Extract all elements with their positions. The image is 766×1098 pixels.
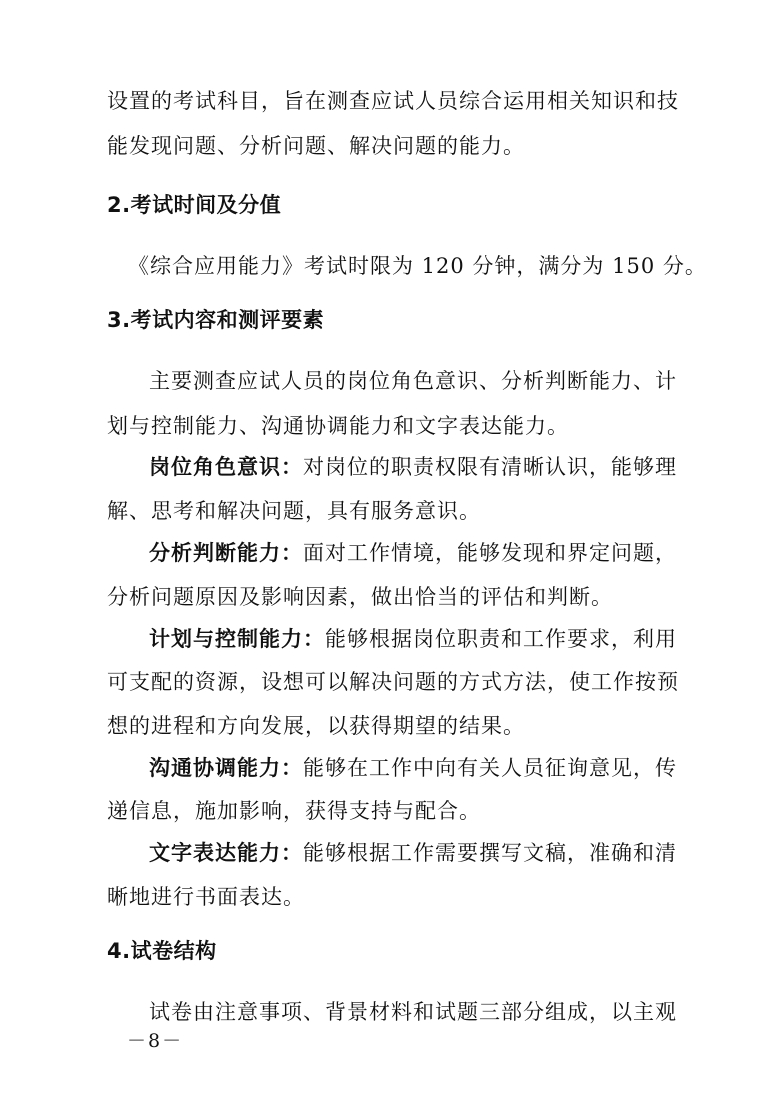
paragraph-exam-time: 《综合应用能力》考试时限为 120 分钟，满分为 150 分。 [128,254,707,278]
term-description: 能够根据岗位职责和工作要求，利用 [325,627,677,651]
section-heading-2: 2.考试时间及分值 [107,193,282,217]
term-label: 沟通协调能力： [149,756,303,780]
paragraph-line: 递信息，施加影响，获得支持与配合。 [107,799,481,823]
term-description: 面对工作情境，能够发现和界定问题， [303,541,677,565]
paragraph-line: 能发现问题、分析问题、解决问题的能力。 [107,134,525,158]
term-description: 能够在工作中向有关人员征询意见，传 [303,756,677,780]
paragraph-line [149,538,677,568]
term-description: 对岗位的职责权限有清晰认识，能够理 [303,455,677,479]
section-heading-3: 3.考试内容和测评要素 [107,308,325,332]
term-label: 文字表达能力： [149,841,303,865]
paragraph-line: 晰地进行书面表达。 [107,885,305,909]
paragraph-line: 试卷由注意事项、背景材料和试题三部分组成，以主观 [149,1000,677,1024]
term-label: 岗位角色意识： [149,455,303,479]
paragraph-line [149,452,677,482]
paragraph-line: 设置的考试科目，旨在测查应试人员综合运用相关知识和技 [107,89,679,113]
paragraph-line: 想的进程和方向发展，以获得期望的结果。 [107,714,525,738]
term-label: 计划与控制能力： [149,627,325,651]
paragraph-line: 可支配的资源，设想可以解决问题的方式方法，使工作按预 [107,670,679,694]
paragraph-line [149,838,677,868]
page-number: －8－ [127,1030,184,1052]
paragraph-line [149,753,677,783]
section-heading-4: 4.试卷结构 [107,939,217,963]
term-description: 能够根据工作需要撰写文稿，准确和清 [303,841,677,865]
paragraph-line: 分析问题原因及影响因素，做出恰当的评估和判断。 [107,585,613,609]
paragraph-line: 主要测查应试人员的岗位角色意识、分析判断能力、计 [149,369,677,393]
paragraph-line [149,624,677,654]
paragraph-line: 解、思考和解决问题，具有服务意识。 [107,499,481,523]
paragraph-line: 划与控制能力、沟通协调能力和文字表达能力。 [107,414,569,438]
term-label: 分析判断能力： [149,541,303,565]
